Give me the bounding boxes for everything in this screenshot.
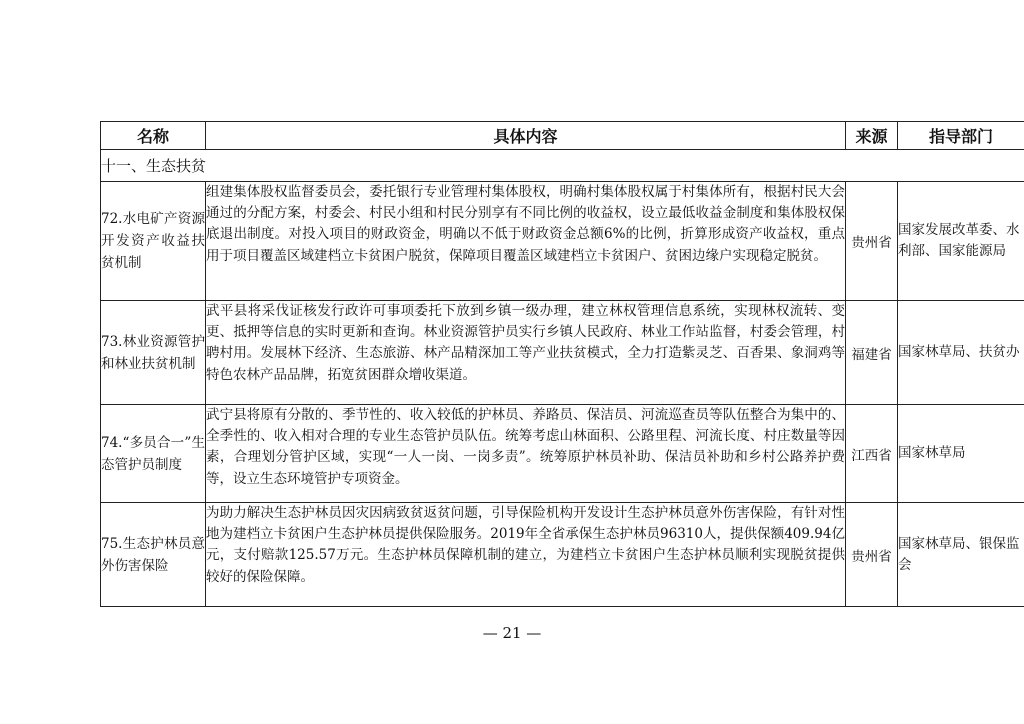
row-department: 国家林草局、扶贫办 xyxy=(898,301,1024,405)
row-department: 国家发展改革委、水利部、国家能源局 xyxy=(898,182,1024,301)
row-content: 武平县将采伐证核发行政许可事项委托下放到乡镇一级办理，建立林权管理信息系统，实现林权流转、变更、抵押等信息的实时更新和查询。林业资源管护员实行乡镇人民政府、林业工作站监督，村委会管理，村聘村用。发展林下经济、生态旅游、林产品精深加工等产业扶贫模式，全力打造紫灵芝、百香果、象洞鸡等特色农林产品品牌，拓宽贫困群众增收渠道。 xyxy=(206,301,846,405)
policy-table xyxy=(100,121,1024,607)
row-department: 国家林草局 xyxy=(898,405,1024,503)
header-department: 指导部门 xyxy=(898,122,1024,150)
row-name: 73.林业资源管护和林业扶贫机制 xyxy=(101,301,206,405)
row-department: 国家林草局、银保监会 xyxy=(898,503,1024,607)
header-row xyxy=(101,122,1024,150)
section-row xyxy=(101,150,1024,182)
header-name: 名称 xyxy=(101,122,206,150)
row-content: 武宁县将原有分散的、季节性的、收入较低的护林员、养路员、保洁员、河流巡查员等队伍整合为集中的、全季性的、收入相对合理的专业生态管护员队伍。统筹考虑山林面积、公路里程、河流长度、村庄数量等因素，合理划分管护区域，实现“一人一岗、一岗多责”。统筹原护林员补助、保洁员补助和乡村公路养护费等，设立生态环境管护专项资金。 xyxy=(206,405,846,503)
header-content: 具体内容 xyxy=(206,122,846,150)
table-row xyxy=(101,503,1024,607)
table-row xyxy=(101,182,1024,301)
row-name: 74.“多员合一”生态管护员制度 xyxy=(101,405,206,503)
table-row xyxy=(101,301,1024,405)
section-title: 十一、生态扶贫 xyxy=(101,150,1024,182)
row-name: 75.生态护林员意外伤害保险 xyxy=(101,503,206,607)
page-number: — 21 — xyxy=(482,624,542,642)
table-row xyxy=(101,405,1024,503)
row-source: 福建省 xyxy=(846,301,898,405)
row-source: 江西省 xyxy=(846,405,898,503)
row-name: 72.水电矿产资源开发资产收益扶贫机制 xyxy=(101,182,206,301)
row-content: 组建集体股权监督委员会，委托银行专业管理村集体股权，明确村集体股权属于村集体所有，根据村民大会通过的分配方案，村委会、村民小组和村民分别享有不同比例的收益权，设立最低收益金制度和集体股权保底退出制度。对投入项目的财政资金，明确以不低于财政资金总额6%的比例，折算形成资产收益权，重点用于项目覆盖区域建档立卡贫困户脱贫，保障项目覆盖区域建档立卡贫困户、贫困边缘户实现稳定脱贫。 xyxy=(206,182,846,301)
row-source: 贵州省 xyxy=(846,503,898,607)
header-source: 来源 xyxy=(846,122,898,150)
row-source: 贵州省 xyxy=(846,182,898,301)
row-content: 为助力解决生态护林员因灾因病致贫返贫问题，引导保险机构开发设计生态护林员意外伤害保险，有针对性地为建档立卡贫困户生态护林员提供保险服务。2019年全省承保生态护林员96310人，提供保额409.94亿元，支付赔款125.57万元。生态护林员保障机制的建立，为建档立卡贫困户生态护林员顺利实现脱贫提供较好的保险保障。 xyxy=(206,503,846,607)
